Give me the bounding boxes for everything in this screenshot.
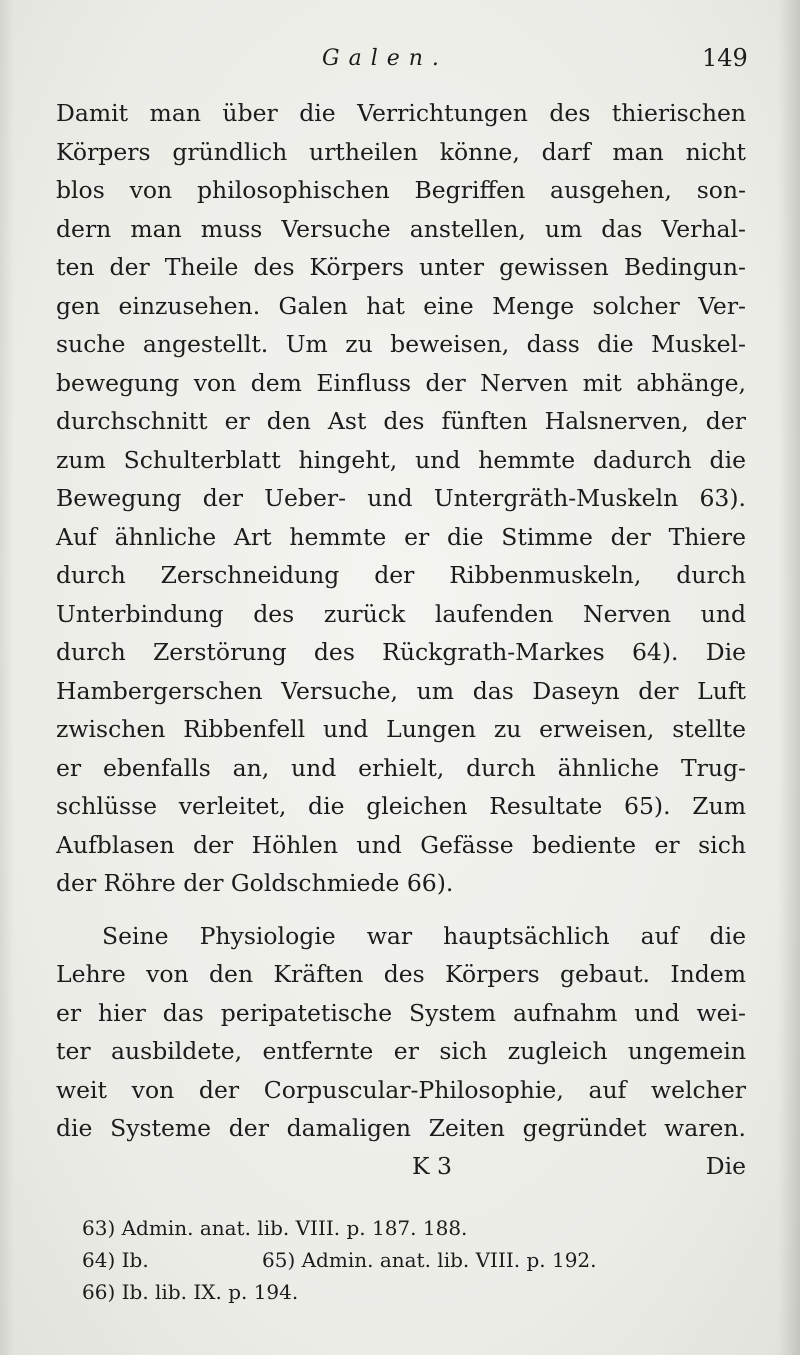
paragraph-2 (56, 917, 746, 1148)
text-line: zwischen Ribbenfell und Lungen zu erweisen, stellte (56, 715, 746, 743)
text-line: Hambergerschen Versuche, um das Daseyn der Luft (56, 676, 746, 705)
signature-mark: K 3 (412, 1152, 452, 1180)
text-line: gen einzusehen. Galen hat eine Menge solcher Ver- (56, 291, 746, 320)
text-line: Damit man über die Verrichtungen des thierischen (56, 99, 746, 127)
text-line: Aufblasen der Höhlen und Gefässe bediente er sich (56, 830, 746, 859)
page-shadow-right (778, 0, 800, 1355)
text-line: Seine Physiologie war hauptsächlich auf die (102, 921, 746, 950)
text-line: dern man muss Versuche anstellen, um das Verhal- (56, 214, 746, 243)
page-shadow-left (0, 0, 14, 1355)
text-line: blos von philosophischen Begriffen ausgehen, son- (56, 176, 746, 204)
paragraph-gap (56, 903, 746, 917)
text-line: die Systeme der damaligen Zeiten gegründet waren. (56, 1114, 746, 1142)
running-head: Galen. (322, 46, 448, 71)
text-line: der Röhre der Goldschmiede 66). (56, 869, 454, 897)
text-line: schlüsse verleitet, die gleichen Resultate 65). Zum (56, 792, 746, 820)
text-line: ter ausbildete, entfernte er sich zugleich ungemein (56, 1037, 746, 1065)
text-line: Lehre von den Kräften des Körpers gebaut. Indem (56, 960, 746, 988)
text-line: suche angestellt. Um zu beweisen, dass die Muskel- (56, 330, 746, 358)
text-line: durch Zerstörung des Rückgrath-Markes 64). Die (56, 638, 746, 666)
text-line: er ebenfalls an, und erhielt, durch ähnliche Trug- (56, 753, 746, 782)
text-line: bewegung von dem Einfluss der Nerven mit abhänge, (56, 368, 746, 397)
text-line: Bewegung der Ueber- und Untergräth-Muskeln 63). (56, 484, 746, 512)
footnote-row-64-65 (82, 1244, 702, 1276)
page-number: 149 (702, 44, 748, 72)
text-line: durchschnitt er den Ast des fünften Halsnerven, der (56, 407, 746, 435)
footnotes (82, 1212, 702, 1308)
text-line: zum Schulterblatt hingeht, und hemmte dadurch die (56, 445, 746, 474)
text-line: Unterbindung des zurück laufenden Nerven und (56, 599, 746, 628)
text-line: weit von der Corpuscular-Philosophie, auf welcher (56, 1075, 746, 1104)
text-line: Auf ähnliche Art hemmte er die Stimme der Thiere (56, 522, 746, 551)
footnote-63: 63) Admin. anat. lib. VIII. p. 187. 188. (82, 1216, 468, 1240)
footnote-64: 64) Ib. (82, 1248, 149, 1272)
text-line: er hier das peripatetische System aufnahm und wei- (56, 998, 746, 1027)
text-line: ten der Theile des Körpers unter gewissen Bedingun- (56, 253, 746, 281)
footnote-66: 66) Ib. lib. IX. p. 194. (82, 1280, 299, 1304)
body-text (56, 94, 746, 1148)
catchword: Die (705, 1152, 746, 1180)
catch-line (56, 1152, 746, 1188)
text-line: Körpers gründlich urtheilen könne, darf man nicht (56, 137, 746, 166)
paragraph-1 (56, 94, 746, 903)
footnote-65: 65) Admin. anat. lib. VIII. p. 192. (262, 1248, 597, 1272)
text-line: durch Zerschneidung der Ribbenmuskeln, durch (56, 561, 746, 589)
